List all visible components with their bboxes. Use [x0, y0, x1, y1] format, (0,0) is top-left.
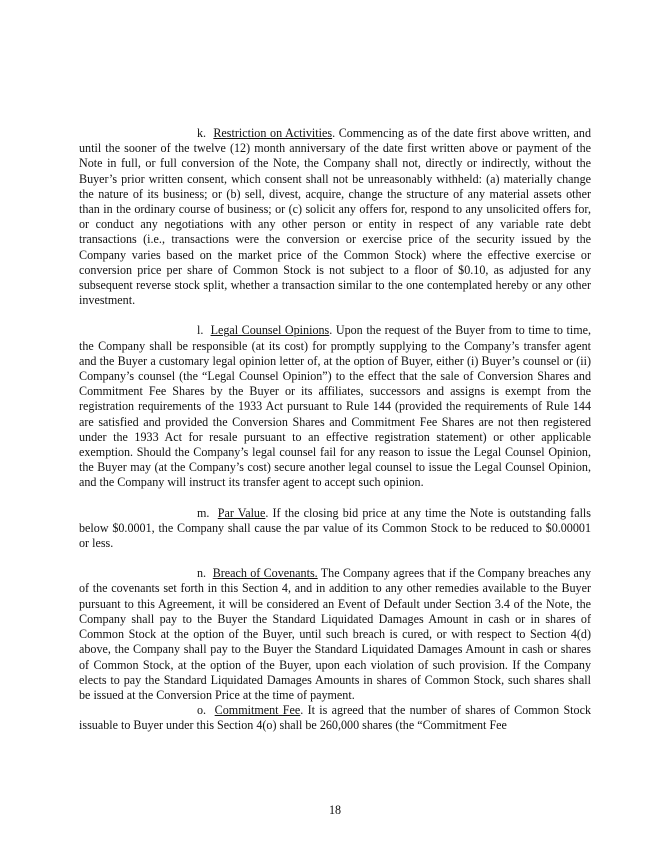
section-l-paragraph: [79, 323, 591, 490]
section-o-label: o.: [197, 703, 207, 718]
section-l-label: l.: [197, 323, 204, 338]
section-m-heading: Par Value: [217, 505, 266, 520]
section-n-text: The Company agrees that if the Company breaches any of the covenants set forth in this Section 4, and in addition to any other remedies available to the Buyer pursuant to this Agreement, it will be considered an Event of Default under Section 3.4 of the Note, the Company shall pay to the Buyer the Standard Liquidated Damages Amount in cash or in shares of Common Stock at the option of the Buyer, until such breach is cured, or with respect to Section 4(d) above, the Company shall pay to the Buyer the Standard Liquidated Damages Amount in cash or shares of Common Stock, at the option of the Buyer, upon each violation of such provision. If the Company elects to pay the Standard Liquidated Damages Amounts in shares of Common Stock, such shares shall be issued at the Conversion Price at the time of payment.: [79, 566, 592, 702]
section-k-label: k.: [197, 126, 207, 140]
paragraph-spacer: [79, 551, 591, 566]
section-o-text: . It is agreed that the number of shares of Common Stock issuable to Buyer under this Section 4(o) shall be 260,000 shares (the “Commitment Fee: [79, 703, 591, 733]
section-l-text: . Upon the request of the Buyer from to time to time, the Company shall be responsible (at its cost) for promptly supplying to the Company’s transfer agent and the Buyer a customary legal opinion letter of, at the option of Buyer, either (i) Buyer’s counsel or (ii) Company’s counsel (the “Legal Counsel Opinion”) to the effect that the sale of Conversion Shares and Commitment Fee Shares by the Buyer or its affiliates, successors and assigns is exempt from the registration requirements of the 1933 Act pursuant to Rule 144 (provided the requirements of Rule 144 are satisfied and provided the Conversion Shares and Commitment Fee Shares are not then registered under the 1933 Act for resale pursuant to an effective registration statement) or other applicable exemption. Should the Company’s legal counsel fail for any reason to issue the Legal Counsel Opinion, the Buyer may (at the Company’s cost) secure another legal counsel to issue the Legal Counsel Opinion, and the Company will instruct its transfer agent to accept such opinion.: [79, 323, 591, 490]
paragraph-spacer: [79, 491, 591, 506]
document-body: [79, 126, 591, 734]
section-n-paragraph: [79, 566, 591, 703]
section-k-heading: Restriction on Activities: [213, 126, 333, 140]
section-k-text: . Commencing as of the date first above written, and until the sooner of the twelve (12) month anniversary of the date first written above or payment of the Note in full, or full conversion of the Note, the Company shall not, directly or indirectly, without the Buyer’s prior written consent, which consent shall not be unreasonably withheld: (a) materially change the nature of its business; or (b) sell, divest, acquire, change the structure of any material assets other than in the ordinary course of business; or (c) solicit any offers for, respond to any unsolicited offers for, or conduct any negotiations with any other person or entity in respect of any variable rate debt transactions (i.e., transactions were the conversion or exercise price of the security issued by the Company varies based on the market price of the Common Stock) where the effective exercise or conversion price per share of Common Stock is not subject to a floor of $0.10, as adjusted for any subsequent reverse stock split, whether a transaction similar to the one contemplated hereby or any other investment.: [79, 126, 592, 308]
page-number: 18: [328, 803, 342, 817]
section-n-label: n.: [197, 566, 207, 581]
section-m-text: . If the closing bid price at any time the Note is outstanding falls below $0.0001, the Company shall cause the par value of its Common Stock to be reduced to $0.00001 or less.: [79, 505, 592, 551]
section-o-paragraph: [79, 703, 591, 733]
section-k-paragraph: [79, 126, 591, 308]
section-o-heading: Commitment Fee: [214, 703, 301, 718]
paragraph-spacer: [79, 308, 591, 323]
section-n-heading: Breach of Covenants.: [212, 566, 318, 581]
section-m-paragraph: [79, 506, 591, 552]
section-l-heading: Legal Counsel Opinions: [210, 323, 330, 338]
section-m-label: m.: [197, 505, 210, 520]
